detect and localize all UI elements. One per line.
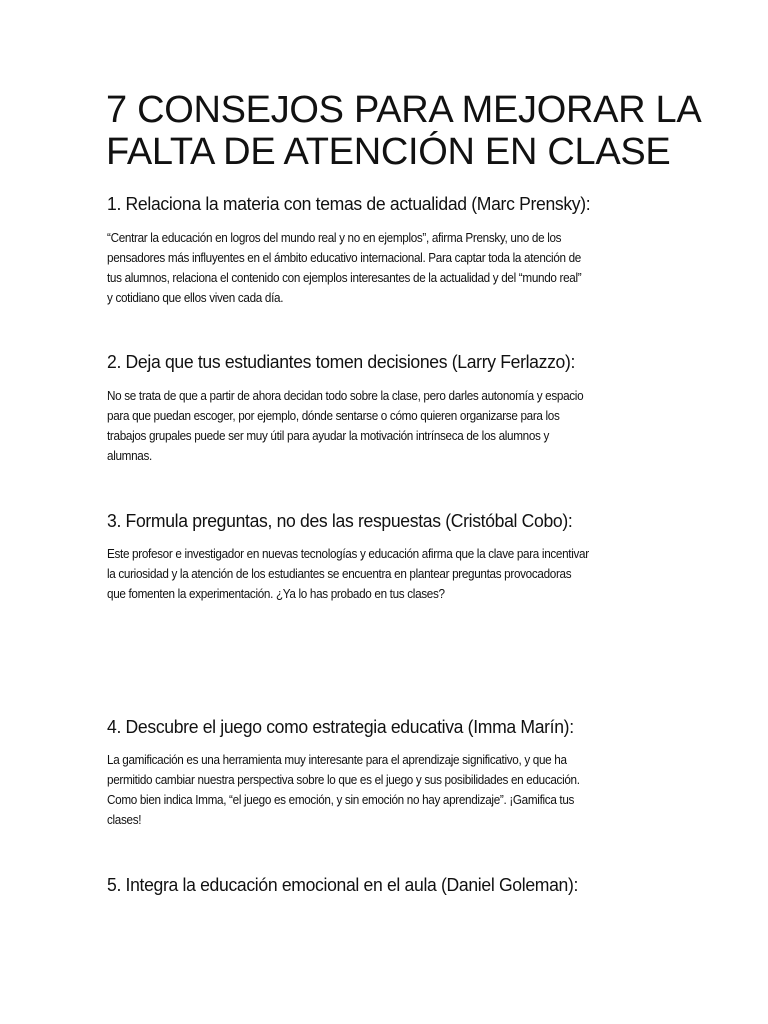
- section-2-body: [107, 386, 628, 466]
- paragraph-line: que fomenten la experimentación. ¿Ya lo has probado en tus clases?: [107, 587, 445, 601]
- section-3-body: [107, 544, 628, 604]
- paragraph-line: y cotidiano que ellos viven cada día.: [107, 291, 284, 305]
- paragraph-line: pensadores más influyentes en el ámbito educativo internacional. Para captar toda la atención de: [107, 251, 582, 265]
- paragraph-line: No se trata de que a partir de ahora decidan todo sobre la clase, pero darles autonomía y espacio: [107, 389, 584, 403]
- section-heading: 3. Formula preguntas, no des las respuestas (Cristóbal Cobo):: [107, 511, 573, 532]
- paragraph-line: la curiosidad y la atención de los estudiantes se encuentra en plantear preguntas provocadoras: [107, 567, 572, 581]
- document-title: [106, 89, 706, 173]
- section-5-heading-block: [107, 876, 628, 896]
- section-paragraph: [107, 228, 628, 308]
- paragraph-line: Este profesor e investigador en nuevas tecnologías y educación afirma que la clave para incentivar: [107, 547, 589, 561]
- paragraph-line: clases!: [107, 813, 142, 827]
- section-paragraph: [107, 750, 628, 830]
- paragraph-line: permitido cambiar nuestra perspectiva sobre lo que es el juego y sus posibilidades en educación.: [107, 773, 580, 787]
- paragraph-line: “Centrar la educación en logros del mundo real y no en ejemplos”, afirma Prensky, uno de los: [107, 231, 562, 245]
- section-4-heading-block: [107, 718, 628, 738]
- section-heading: 2. Deja que tus estudiantes tomen decisiones (Larry Ferlazzo):: [107, 352, 576, 373]
- title-line: FALTA DE ATENCIÓN EN CLASE: [106, 131, 671, 173]
- section-paragraph: [107, 544, 628, 604]
- paragraph-line: La gamificación es una herramienta muy interesante para el aprendizaje significativo, y que ha: [107, 753, 567, 767]
- paragraph-line: tus alumnos, relaciona el contenido con ejemplos interesantes de la actualidad y del “mundo real”: [107, 271, 582, 285]
- title-line: 7 CONSEJOS PARA MEJORAR LA: [106, 89, 702, 131]
- section-1-body: [107, 228, 628, 308]
- paragraph-line: para que puedan escoger, por ejemplo, dónde sentarse o cómo quieren organizarse para los: [107, 409, 560, 423]
- section-heading: 5. Integra la educación emocional en el aula (Daniel Goleman):: [107, 875, 579, 896]
- section-1-heading-block: [107, 195, 628, 215]
- section-4-body: [107, 750, 628, 830]
- paragraph-line: Como bien indica Imma, “el juego es emoción, y sin emoción no hay aprendizaje”. ¡Gamifica tus: [107, 793, 575, 807]
- section-3-heading-block: [107, 512, 628, 532]
- paragraph-line: alumnas.: [107, 449, 152, 463]
- section-paragraph: [107, 386, 628, 466]
- paragraph-line: trabajos grupales puede ser muy útil para ayudar la motivación intrínseca de los alumnos y: [107, 429, 550, 443]
- section-heading: 1. Relaciona la materia con temas de actualidad (Marc Prensky):: [107, 194, 591, 215]
- section-heading: 4. Descubre el juego como estrategia educativa (Imma Marín):: [107, 717, 574, 738]
- section-2-heading-block: [107, 353, 628, 373]
